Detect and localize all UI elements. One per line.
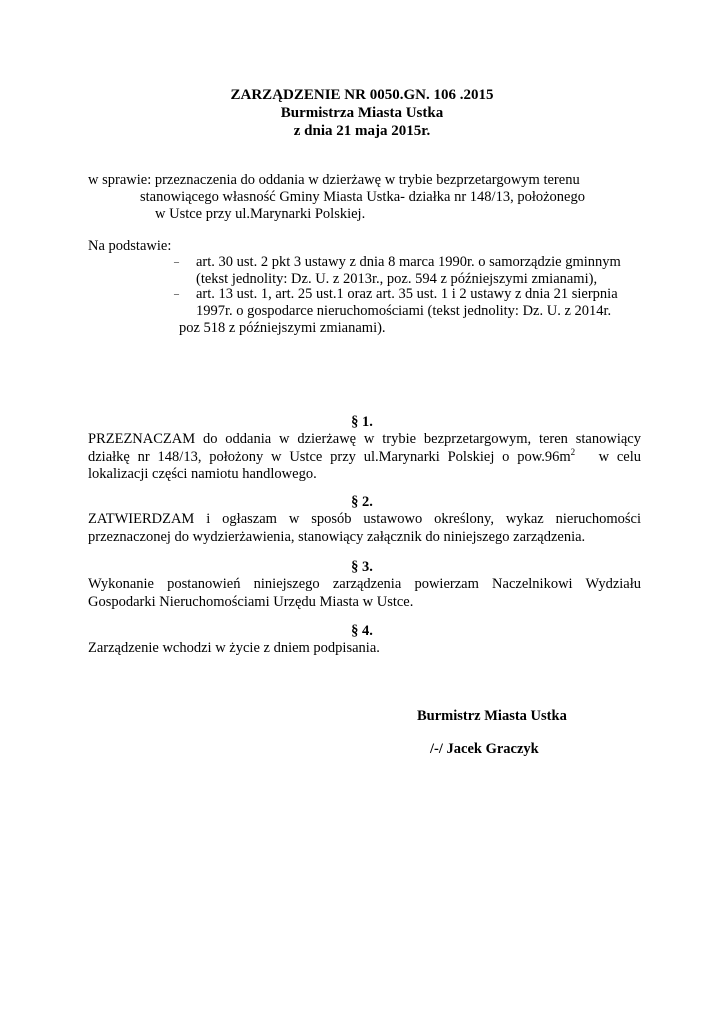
section-3-line-2: Gospodarki Nieruchomościami Urzędu Miasta w Ustce. <box>88 593 414 610</box>
section-3-line-1: Wykonanie postanowień niniejszego zarządzenia powierzam Naczelnikowi Wydziału <box>88 576 641 592</box>
signature-name: /-/ Jacek Graczyk <box>430 741 539 757</box>
document-header <box>0 86 724 140</box>
section-1-text <box>88 431 641 484</box>
document-date: z dnia 21 maja 2015r. <box>293 123 431 139</box>
section-1-line-2-text: działkę nr 148/13, położony w Ustce przy ul.Marynarki Polskiej o pow.96m <box>88 448 571 465</box>
basis-intro: Na podstawie: <box>88 238 172 254</box>
superscript: 2 <box>570 446 576 457</box>
section-2-line-2: przeznaczonej do wydzierżawienia, stanowiący załącznik do niniejszego zarządzenia. <box>88 528 586 545</box>
section-4-line-1: Zarządzenie wchodzi w życie z dniem podpisania. <box>88 640 380 656</box>
section-1-line-2-tail: w celu <box>575 448 642 465</box>
subject-line-3: w Ustce przy ul.Marynarki Polskiej. <box>155 206 366 222</box>
section-1-line-3: lokalizacji części namiotu handlowego. <box>88 466 317 482</box>
basis-item-2-line-2: 1997r. o gospodarce nieruchomościami (tekst jednolity: Dz. U. z 2014r. <box>196 303 612 319</box>
basis-item-2-line-3: poz 518 z późniejszymi zmianami). <box>179 320 386 336</box>
basis-item-2-line-1: art. 13 ust. 1, art. 25 ust.1 oraz art. 35 ust. 1 i 2 ustawy z dnia 21 sierpnia <box>196 286 618 302</box>
section-1-line-1: PRZEZNACZAM do oddania w dzierżawę w trybie bezprzetargowym, teren stanowiący <box>88 431 641 447</box>
list-dash: – <box>174 257 179 268</box>
section-2-heading: § 2. <box>351 494 373 510</box>
document-issuer: Burmistrza Miasta Ustka <box>280 105 444 121</box>
subject-line-1: w sprawie: przeznaczenia do oddania w dzierżawę w trybie bezprzetargowym terenu <box>88 172 580 188</box>
signature-title: Burmistrz Miasta Ustka <box>417 708 567 724</box>
section-3-text <box>88 576 641 611</box>
section-2-line-1: ZATWIERDZAM i ogłaszam w sposób ustawowo określony, wykaz nieruchomości <box>88 511 641 527</box>
section-3-heading: § 3. <box>351 559 373 575</box>
section-4-heading: § 4. <box>351 623 373 639</box>
section-2-text <box>88 511 641 546</box>
section-4-text <box>88 640 641 658</box>
basis-item-1-line-1: art. 30 ust. 2 pkt 3 ustawy z dnia 8 marca 1990r. o samorządzie gminnym <box>196 254 621 270</box>
list-dash: – <box>174 289 179 300</box>
section-1-heading: § 1. <box>351 414 373 430</box>
subject-line-2: stanowiącego własność Gminy Miasta Ustka- działka nr 148/13, położonego <box>140 189 585 205</box>
section-1-line-2 <box>88 446 642 467</box>
document-title: ZARZĄDZENIE NR 0050.GN. 106 .2015 <box>230 87 494 103</box>
basis-item-1-line-2: (tekst jednolity: Dz. U. z 2013r., poz. 594 z późniejszymi zmianami), <box>196 271 598 287</box>
